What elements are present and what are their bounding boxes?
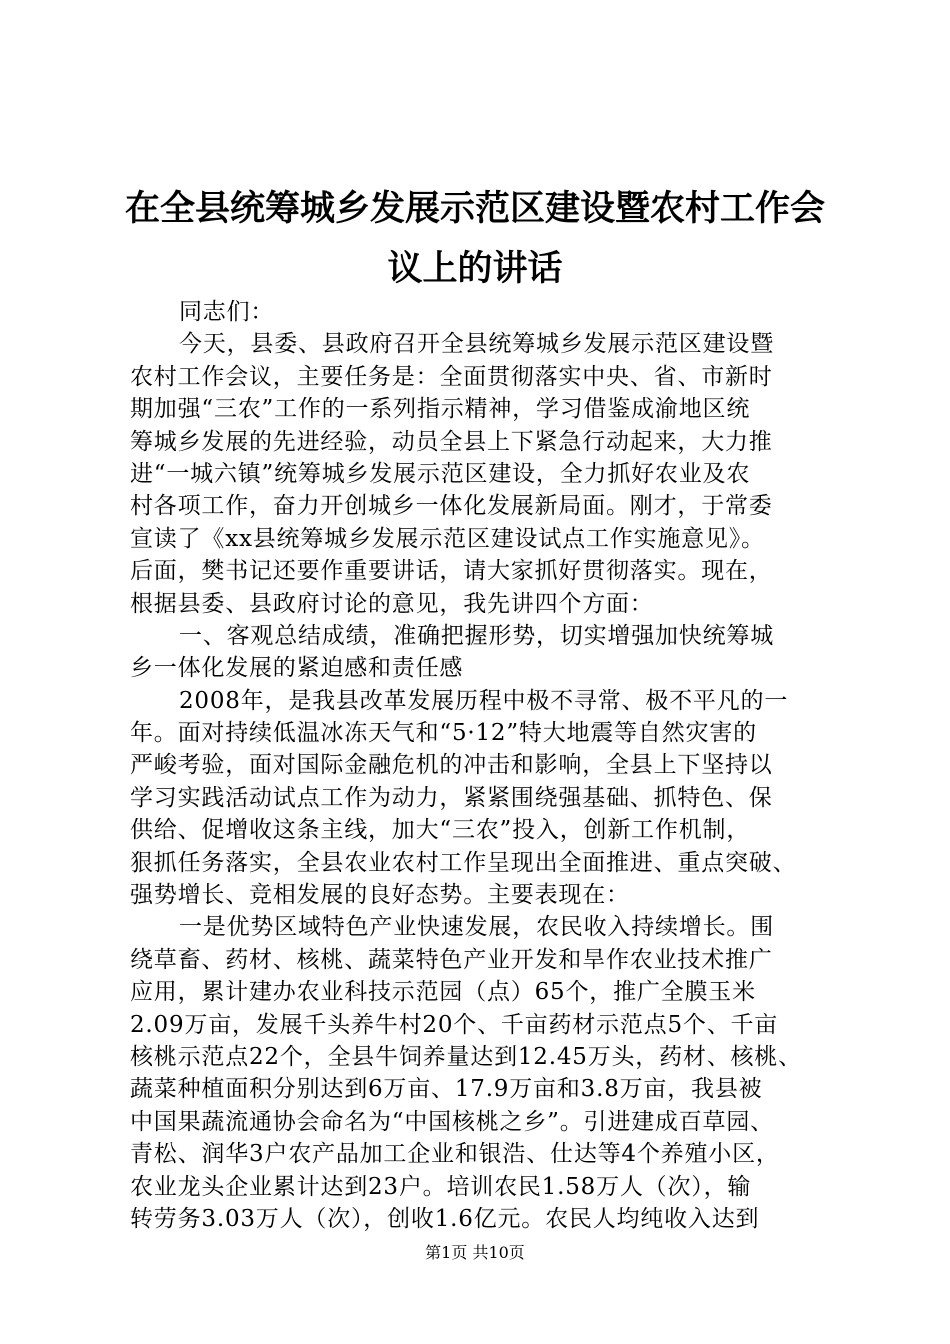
body-line: 进“一城六镇”统筹城乡发展示范区建设，全力抓好农业及农 bbox=[130, 460, 751, 487]
section-heading-line: 乡一体化发展的紧迫感和责任感 bbox=[130, 655, 464, 682]
body-line: 转劳务3.03万人（次），创收1.6亿元。农民人均纯收入达到 bbox=[130, 1205, 760, 1232]
body-line: 学习实践活动试点工作为动力，紧紧围绕强基础、抓特色、保 bbox=[130, 784, 773, 811]
body-line: 期加强“三农”工作的一系列指示精神，学习借鉴成渝地区统 bbox=[130, 396, 751, 423]
body-line: 狠抓任务落实，全县农业农村工作呈现出全面推进、重点突破、 bbox=[130, 849, 797, 876]
body-line: 一是优势区域特色产业快速发展，农民收入持续增长。围 bbox=[179, 914, 774, 941]
document-title-line-1: 在全县统筹城乡发展示范区建设暨农村工作会 bbox=[124, 189, 825, 229]
body-line: 严峻考验，面对国际金融危机的冲击和影响，全县上下坚持以 bbox=[130, 752, 773, 779]
body-line: 宣读了《xx县统筹城乡发展示范区建设试点工作实施意见》。 bbox=[130, 525, 765, 552]
body-line: 根据县委、县政府讨论的意见，我先讲四个方面： bbox=[130, 590, 654, 617]
section-heading-line: 一、客观总结成绩，准确把握形势，切实增强加快统筹城 bbox=[179, 622, 774, 649]
document-title-line-2: 议上的讲话 bbox=[387, 249, 563, 289]
body-line: 应用，累计建办农业科技示范园（点）65个，推广全膜玉米 bbox=[130, 979, 756, 1006]
body-line: 蔬菜种植面积分别达到6万亩、17.9万亩和3.8万亩，我县被 bbox=[130, 1076, 763, 1103]
document-body bbox=[130, 296, 830, 1235]
body-line: 后面，樊书记还要作重要讲话，请大家抓好贯彻落实。现在， bbox=[130, 558, 773, 585]
page-footer: 第1页 共10页 bbox=[425, 1243, 525, 1262]
body-line: 绕草畜、药材、核桃、蔬菜特色产业开发和旱作农业技术推广 bbox=[130, 946, 773, 973]
body-line: 强势增长、竞相发展的良好态势。主要表现在： bbox=[130, 882, 630, 909]
body-line: 农村工作会议，主要任务是：全面贯彻落实中央、省、市新时 bbox=[130, 363, 773, 390]
body-line: 青松、润华3户农产品加工企业和银浩、仕达等4个养殖小区， bbox=[130, 1141, 780, 1168]
body-line: 今天，县委、县政府召开全县统筹城乡发展示范区建设暨 bbox=[179, 331, 774, 358]
body-line: 2.09万亩，发展千头养牛村20个、千亩药材示范点5个、千亩 bbox=[130, 1011, 779, 1038]
body-line: 2008年，是我县改革发展历程中极不寻常、极不平凡的一 bbox=[179, 687, 789, 714]
body-line: 农业龙头企业累计达到23户。培训农民1.58万人（次），输 bbox=[130, 1173, 752, 1200]
salutation: 同志们： bbox=[179, 299, 275, 325]
body-line: 筹城乡发展的先进经验，动员全县上下紧急行动起来，大力推 bbox=[130, 428, 773, 455]
body-line: 供给、促增收这条主线，加大“三农”投入，创新工作机制， bbox=[130, 817, 751, 844]
body-line: 村各项工作，奋力开创城乡一体化发展新局面。刚才，于常委 bbox=[130, 493, 773, 520]
body-line: 年。面对持续低温冰冻天气和“5·12”特大地震等自然灾害的 bbox=[130, 720, 757, 747]
body-line: 中国果蔬流通协会命名为“中国核桃之乡”。引进建成百草园、 bbox=[130, 1108, 774, 1135]
body-line: 核桃示范点22个，全县牛饲养量达到12.45万头，药材、核桃、 bbox=[130, 1043, 802, 1070]
